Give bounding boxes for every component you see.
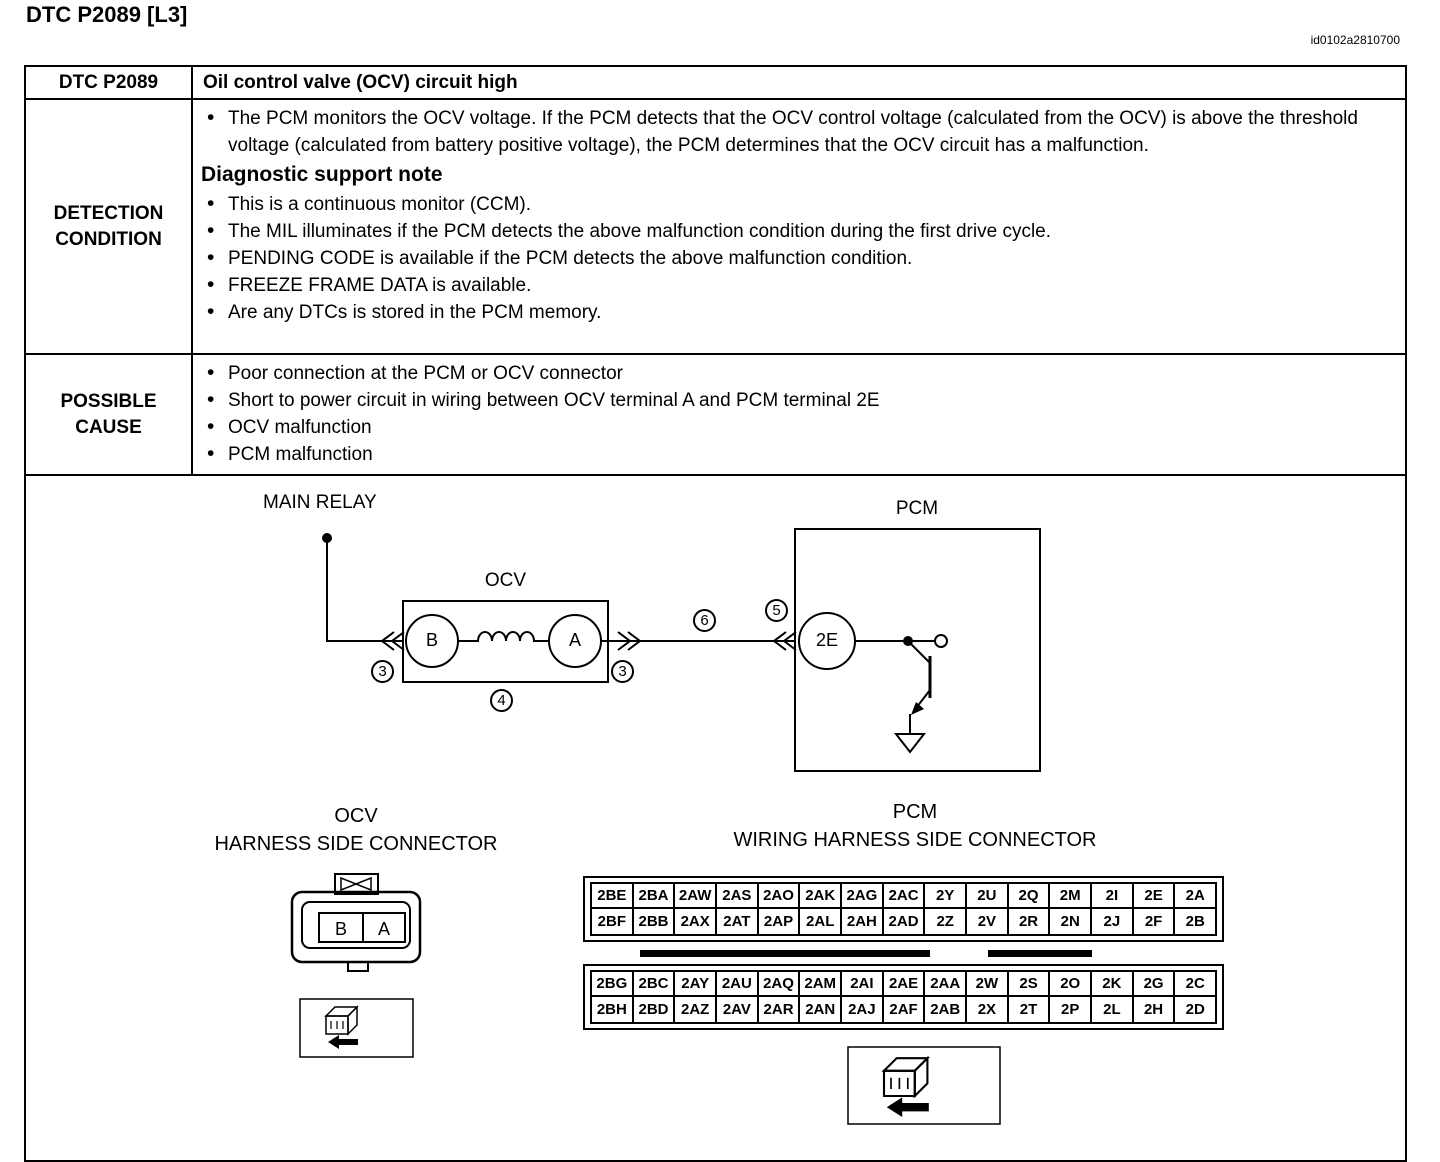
pin-cell: 2K [1092, 970, 1134, 997]
pin-cell: 2AA [925, 970, 967, 997]
pin-cell: 2AR [759, 997, 801, 1024]
pin-cell: 2A [1175, 882, 1217, 909]
callout-3-left: 3 [371, 660, 394, 683]
detection-bullet: • Are any DTCs is stored in the PCM memory. [197, 299, 1395, 326]
pin-cell: 2BG [590, 970, 634, 997]
lock-tab-icon [341, 878, 371, 890]
pcm-box-label: PCM [895, 498, 939, 519]
pin-cell: 2M [1050, 882, 1092, 909]
cause-bullet: • PCM malfunction [197, 441, 1395, 468]
pin-cell: 2BB [634, 909, 676, 936]
pin-cell: 2AT [717, 909, 759, 936]
pin-cell: 2AY [675, 970, 717, 997]
grid-key-bar [640, 950, 930, 957]
pin-cell: 2AX [675, 909, 717, 936]
pin-cell: 2B [1175, 909, 1217, 936]
possible-cause-row [26, 355, 1405, 476]
pin-cell: 2AO [759, 882, 801, 909]
pin-cell: 2AK [800, 882, 842, 909]
pin-cell: 2AM [800, 970, 842, 997]
pcm-view-icon-box [848, 1047, 1000, 1124]
detection-bullet: • PENDING CODE is available if the PCM detects the above malfunction condition. [197, 245, 1395, 272]
cause-bullet: • Short to power circuit in wiring between OCV terminal A and PCM terminal 2E [197, 387, 1395, 414]
ocv-connector-title [186, 802, 526, 858]
pin-cell: 2AL [800, 909, 842, 936]
pin-row [590, 882, 1217, 909]
pin-cell: 2F [1134, 909, 1176, 936]
pin-cell: 2U [967, 882, 1009, 909]
pin-cell: 2I [1092, 882, 1134, 909]
pcm-connector-title-line2: WIRING HARNESS SIDE CONNECTOR [733, 829, 1097, 851]
pcm-pin-grid-bottom [583, 964, 1224, 1030]
pcm-connector-title-line1: PCM [892, 801, 938, 823]
pin-cell: 2AQ [759, 970, 801, 997]
pin-row [590, 970, 1217, 997]
pin-cell: 2P [1050, 997, 1092, 1024]
pin-cell: 2T [1009, 997, 1051, 1024]
pin-cell: 2Q [1009, 882, 1051, 909]
pin-cell: 2AH [842, 909, 884, 936]
pin-cell: 2AF [884, 997, 926, 1024]
callout-6: 6 [693, 609, 716, 632]
page-title: DTC P2089 [L3] [26, 2, 188, 27]
pin-cell: 2AN [800, 997, 842, 1024]
possible-cause-content [193, 355, 1405, 474]
pin-cell: 2O [1050, 970, 1092, 997]
ocv-box-label: OCV [484, 570, 527, 591]
pin-cell: 2AZ [675, 997, 717, 1024]
pin-cell: 2X [967, 997, 1009, 1024]
detection-bullet: • The PCM monitors the OCV voltage. If the PCM detects that the OCV control voltage (calculated from the OCV) is above the threshold voltage (calculated from battery positive voltage), the PCM determines that the OCV circuit has a malfunction. [197, 105, 1395, 159]
pcm-pin-grid-top [583, 876, 1224, 942]
pin-cell: 2BC [634, 970, 676, 997]
pin-cell: 2AG [842, 882, 884, 909]
ocv-view-icon-box [300, 999, 413, 1057]
pin-cell: 2BH [590, 997, 634, 1024]
detection-bullet: • FREEZE FRAME DATA is available. [197, 272, 1395, 299]
pin-cell: 2R [1009, 909, 1051, 936]
coil-icon [458, 632, 549, 641]
pin-cell: 2AW [675, 882, 717, 909]
pin-cell: 2L [1092, 997, 1134, 1024]
dtc-description-cell: Oil control valve (OCV) circuit high [203, 71, 518, 93]
pin-cell: 2AV [717, 997, 759, 1024]
callout-4: 4 [490, 689, 513, 712]
possible-cause-label: POSSIBLE CAUSE [26, 355, 193, 474]
pin-cell: 2AU [717, 970, 759, 997]
ocv-connector-pin-a: A [377, 919, 390, 939]
detection-intro-bullets [197, 105, 1395, 159]
ocv-connector-title-line1: OCV [334, 805, 378, 827]
pin-row [590, 909, 1217, 936]
pin-cell: 2J [1092, 909, 1134, 936]
pin-cell: 2H [1134, 997, 1176, 1024]
pin-cell: 2E [1134, 882, 1176, 909]
callout-3-right: 3 [611, 660, 634, 683]
detection-condition-content [193, 100, 1405, 353]
grid-key-bar [988, 950, 1092, 957]
pin-cell: 2AE [884, 970, 926, 997]
ocv-connector-pin-b: B [334, 919, 347, 939]
cause-bullet: • Poor connection at the PCM or OCV connector [197, 360, 1395, 387]
dtc-table [24, 65, 1407, 1162]
detection-condition-row [26, 100, 1405, 355]
pin-cell: 2V [967, 909, 1009, 936]
detection-bullet: • This is a continuous monitor (CCM). [197, 191, 1395, 218]
pin-cell: 2AD [884, 909, 926, 936]
pin-cell: 2G [1134, 970, 1176, 997]
document-id: id0102a2810700 [1310, 33, 1400, 47]
ground-icon [896, 714, 924, 752]
pin-cell: 2AP [759, 909, 801, 936]
pin-cell: 2AC [884, 882, 926, 909]
wiring-diagram [26, 476, 1405, 1160]
ocv-terminal-b: B [425, 630, 438, 650]
pin-cell: 2BF [590, 909, 634, 936]
table-header-row [26, 67, 1405, 100]
possible-cause-bullets [197, 360, 1395, 468]
main-relay-wire [322, 533, 403, 641]
diagnostic-note-heading: Diagnostic support note [201, 163, 443, 186]
callout-5: 5 [765, 599, 788, 622]
pin-cell: 2D [1175, 997, 1217, 1024]
ocv-terminal-a: A [568, 630, 581, 650]
pin-cell: 2BD [634, 997, 676, 1024]
detection-condition-label: DETECTION CONDITION [26, 100, 193, 353]
pin-cell: 2BA [634, 882, 676, 909]
pin-cell: 2Z [925, 909, 967, 936]
detection-note-bullets [197, 191, 1395, 326]
pin-cell: 2Y [925, 882, 967, 909]
pcm-pin-2e: 2E [815, 630, 839, 650]
pin-cell: 2AS [717, 882, 759, 909]
pin-cell: 2C [1175, 970, 1217, 997]
transistor-icon [908, 641, 930, 715]
pcm-connector-title [715, 798, 1115, 854]
main-relay-label: MAIN RELAY [263, 492, 377, 513]
cause-bullet: • OCV malfunction [197, 414, 1395, 441]
detection-bullet: • The MIL illuminates if the PCM detects the above malfunction condition during the first drive cycle. [197, 218, 1395, 245]
pin-cell: 2BE [590, 882, 634, 909]
pin-cell: 2AB [925, 997, 967, 1024]
pin-row [590, 997, 1217, 1024]
pin-cell: 2W [967, 970, 1009, 997]
pin-cell: 2AI [842, 970, 884, 997]
dtc-code-cell: DTC P2089 [26, 67, 193, 98]
ocv-connector-title-line2: HARNESS SIDE CONNECTOR [214, 833, 498, 855]
pin-cell: 2AJ [842, 997, 884, 1024]
pin-cell: 2N [1050, 909, 1092, 936]
pin-cell: 2S [1009, 970, 1051, 997]
